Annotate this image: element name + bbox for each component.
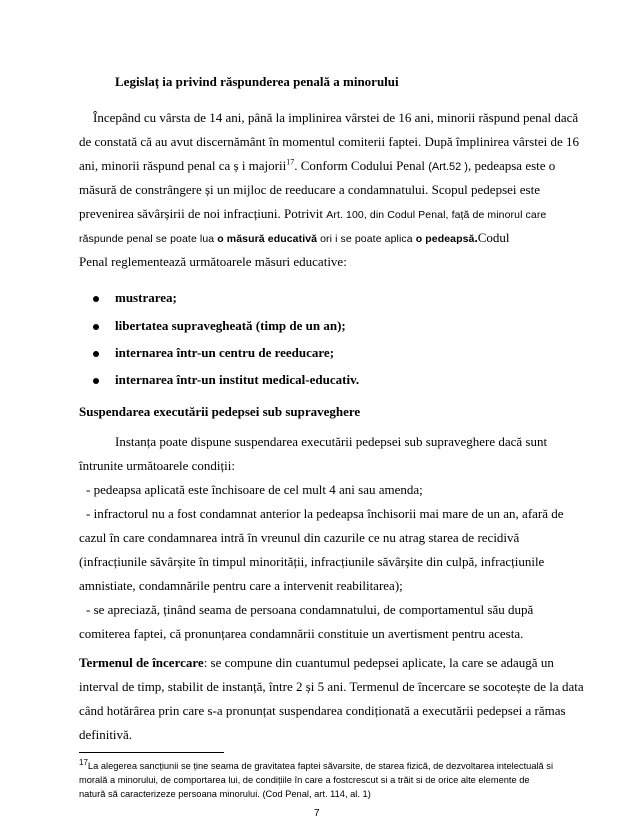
- bullet-icon: [93, 351, 99, 357]
- list-item: internarea într-un centru de reeducare;: [115, 345, 335, 360]
- bullet-icon: [93, 378, 99, 384]
- paragraph-line: răspunde penal se poate lua o măsură educativă ori i se poate aplica o pedeapsă.Codul: [79, 230, 510, 245]
- paragraph-line: ani, minorii răspund penal ca ș i majorii$^{17}$. Conform Codului Penal (Art.52 ), pedeapsa este o: [79, 157, 556, 173]
- paragraph-line: de constată că au avut discernământ în momentul comiterii faptei. După împlinirea vârstei de 16: [79, 134, 579, 149]
- paragraph-line: cazul în care condamnarea intră în vreunul din cazurile ce nu atrag starea de recidivă: [79, 530, 520, 545]
- paragraph-line: interval de timp, stabilit de instanță, între 2 și 5 ani. Termenul de încercare se socotește de la data: [79, 679, 584, 694]
- paragraph-line: comiterea faptei, că pronunțarea condamnării constituie un avertisment pentru acesta.: [79, 626, 524, 641]
- paragraph-line: întrunite următoarele condiții:: [79, 458, 235, 473]
- subheading: Suspendarea executării pedepsei sub supraveghere: [79, 404, 361, 419]
- paragraph-line: Instanța poate dispune suspendarea executării pedepsei sub supraveghere dacă sunt: [115, 434, 548, 449]
- paragraph-line: (infracțiunile săvârșite în timpul minorității, infracțiunile săvârșite din culpă, infracțiunile: [79, 554, 545, 569]
- list-item: internarea într-un institut medical-educativ.: [115, 372, 360, 387]
- paragraph-line: - infractorul nu a fost condamnat anterior la pedeapsa închisorii mai mare de un an, afară de: [86, 506, 564, 521]
- footnote-divider: [79, 752, 224, 753]
- paragraph-line: definitivă.: [79, 727, 133, 742]
- paragraph-line: Penal reglementează următoarele măsuri educative:: [79, 254, 347, 269]
- paragraph-line: măsură de constrângere și un mijloc de reeducare a condamnatului. Scopul pedepsei este: [79, 182, 540, 197]
- paragraph-line: - se apreciază, ținând seama de persoana condamnatului, de comportamentul său după: [86, 602, 534, 617]
- footnote-line: natură să caracterizeze persoana minorului. (Cod Penal, art. 114, al. 1): [79, 789, 371, 799]
- footnote-line: $^{17}$La alegerea sancțiunii se ține seama de gravitatea faptei săvarsite, de starea fizică, de dezvoltarea intelectuală si: [79, 757, 554, 771]
- footnote-ref: 17: [286, 157, 295, 167]
- footnote-line: morală a minorului, de comportarea lui, de condițiile în care a fostcrescut si a trăit si de orice alte elemente de: [79, 775, 530, 785]
- paragraph-line: Începând cu vârsta de 14 ani, până la implinirea vârstei de 16 ani, minorii răspund penal dacă: [93, 110, 579, 125]
- list-item: libertatea supravegheată (timp de un an);: [115, 318, 346, 333]
- page-number: 7: [314, 808, 320, 819]
- paragraph-line: Termenul de încercare: se compune din cuantumul pedepsei aplicate, la care se adaugă un: [79, 655, 554, 670]
- bullet-icon: [93, 296, 99, 302]
- bullet-icon: [93, 324, 99, 330]
- paragraph-line: când hotărârea prin care s-a pronunțat suspendarea condiționată a executării pedepsei a rămas: [79, 703, 566, 718]
- paragraph-line: amnistiate, condamnările pentru care a intervenit reabilitarea);: [79, 578, 403, 593]
- list-item: mustrarea;: [115, 290, 177, 305]
- paragraph-line: - pedeapsa aplicată este închisoare de cel mult 4 ani sau amenda;: [86, 482, 423, 497]
- paragraph-line: prevenirea săvârșirii de noi infracțiuni. Potrivit Art. 100, din Codul Penal, față de minorul care: [79, 206, 547, 221]
- section-heading: Legislaț ia privind răspunderea penală a minorului: [115, 74, 399, 89]
